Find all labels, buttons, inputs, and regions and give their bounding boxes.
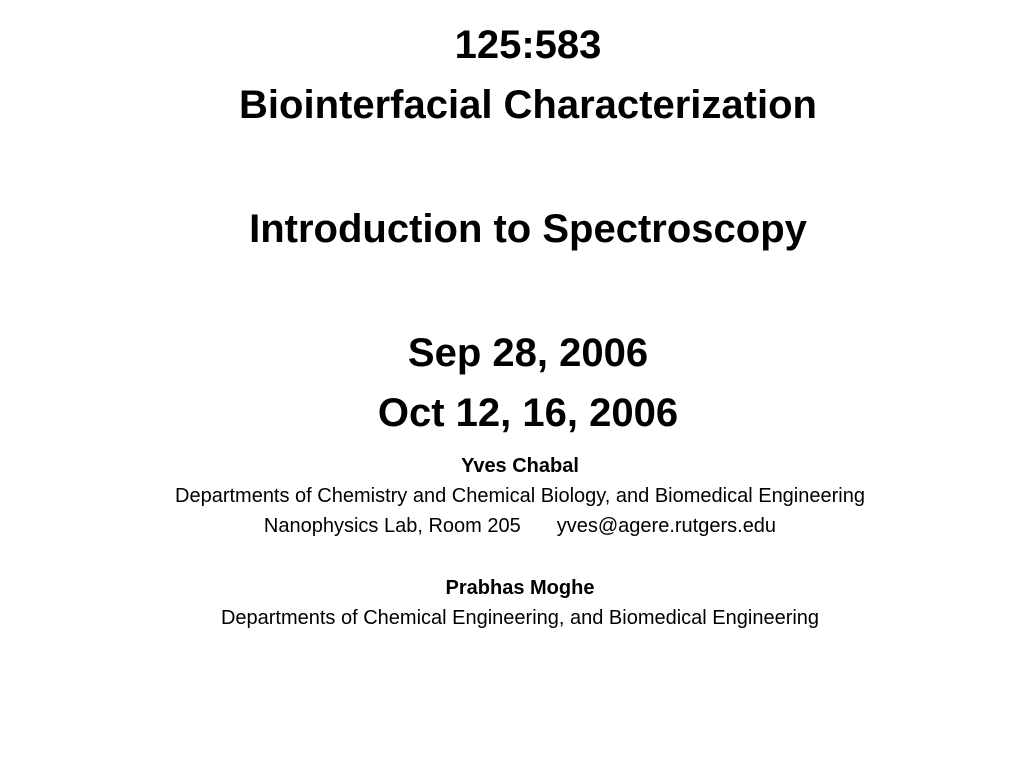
- course-name: Biointerfacial Characterization: [239, 83, 817, 127]
- instructor-email: yves@agere.rutgers.edu: [556, 515, 777, 537]
- instructor-office: Nanophysics Lab, Room 205: [263, 515, 521, 537]
- lecture-topic: Introduction to Spectroscopy: [249, 207, 807, 251]
- lecture-date-1: Sep 28, 2006: [407, 331, 649, 375]
- course-number: 125:583: [454, 23, 602, 67]
- instructor-department: Departments of Chemical Engineering, and Biomedical Engineering: [220, 607, 820, 629]
- instructor-contact: [0, 514, 1024, 538]
- instructor-name: Prabhas Moghe: [445, 577, 595, 599]
- instructor-department: Departments of Chemistry and Chemical Biology, and Biomedical Engineering: [175, 485, 865, 507]
- instructor-name: Yves Chabal: [461, 455, 579, 477]
- lecture-date-2: Oct 12, 16, 2006: [377, 391, 679, 435]
